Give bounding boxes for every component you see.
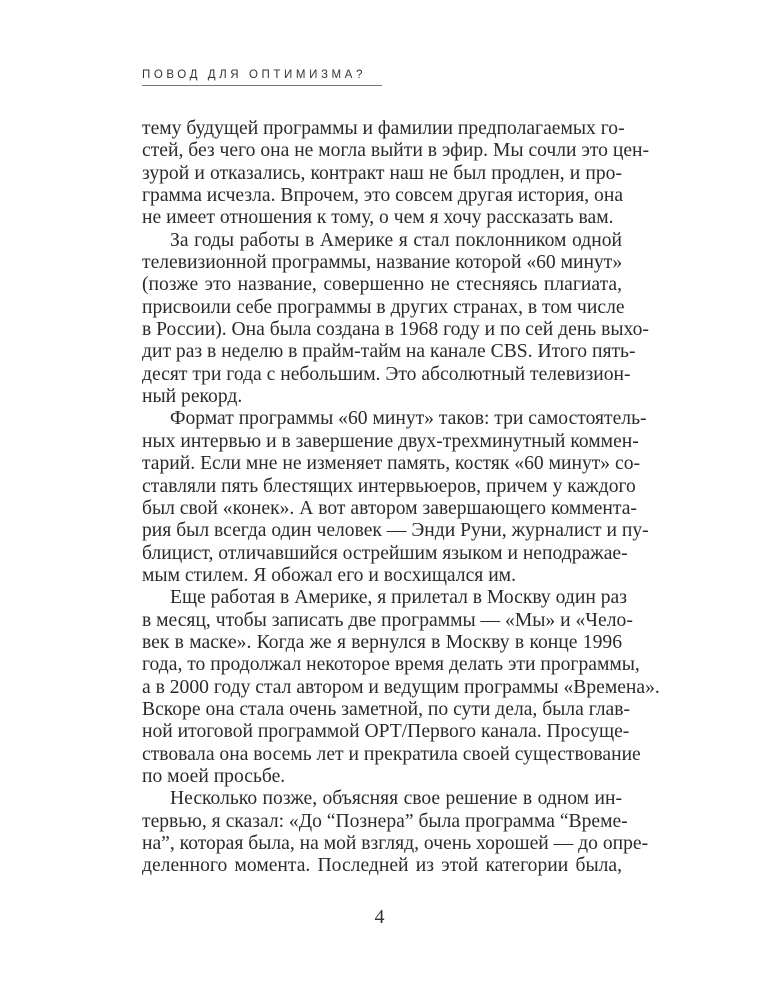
text-line: в месяц, чтобы записать две программы — «Мы» и «Чело- <box>142 609 633 631</box>
text-line: ствовала она восемь лет и прекратила своей существование <box>142 743 641 765</box>
text-line: тарий. Если мне не изменяет память, костяк «60 минут» со- <box>142 453 641 475</box>
paragraph <box>142 788 649 877</box>
text-line: зурой и отказались, контракт наш не был продлен, и про- <box>142 162 622 184</box>
text-line: ных интервью и в завершение двух-трехминутный коммен- <box>142 430 639 452</box>
text-line: За годы работы в Америке я стал поклонником одной <box>170 229 622 251</box>
text-line: в России). Она была создана в 1968 году и по сей день выхо- <box>142 319 649 341</box>
text-line: а в 2000 году стал автором и ведущим программы «Времена». <box>142 676 660 698</box>
paragraph <box>142 229 649 409</box>
text-line: тему будущей программы и фамилии предполагаемых го- <box>142 118 625 139</box>
text-line: присвоили себе программы в других странах, в том числе <box>142 296 625 318</box>
text-line: грамма исчезла. Впрочем, это совсем другая история, она <box>142 185 624 207</box>
text-line: не имеет отношения к тому, о чем я хочу рассказать вам. <box>142 207 614 229</box>
text-line: дит раз в неделю в прайм-тайм на канале CBS. Итого пять- <box>142 341 636 363</box>
text-line: года, то продолжал некоторое время делать эти программы, <box>142 654 640 676</box>
text-line: ный рекорд. <box>142 386 243 408</box>
text-line: тервью, я сказал: «До “Познера” была программа “Време- <box>142 810 628 832</box>
text-line: ставляли пять блестящих интервьюеров, причем у каждого <box>142 475 636 497</box>
text-line: Вскоре она стала очень заметной, по сути дела, была глав- <box>142 698 631 720</box>
text-line: блицист, отличавшийся острейшим языком и неподражае- <box>142 542 628 564</box>
text-line: на”, которая была, на мой взгляд, очень хорошей — до опре- <box>142 833 649 854</box>
text-line: Формат программы «60 минут» таков: три самостоятель- <box>170 408 647 430</box>
text-line: ной итоговой программой ОРТ/Первого канала. Просуще- <box>142 721 630 743</box>
running-head: ПОВОД ДЛЯ ОПТИМИЗМА? <box>142 69 382 86</box>
text-line: Еще работая в Америке, я прилетал в Москву один раз <box>170 587 627 609</box>
paragraph <box>142 118 650 230</box>
text-line: по моей просьбе. <box>142 765 286 787</box>
text-line: стей, без чего она не могла выйти в эфир. Мы сочли это цен- <box>142 140 650 162</box>
text-line: мым стилем. Я обожал его и восхищался им. <box>142 564 516 586</box>
text-line: рия был всегда один человек — Энди Руни, журналист и пу- <box>142 520 649 542</box>
body-text <box>142 118 660 878</box>
paragraph <box>142 587 660 788</box>
page-number: 4 <box>374 906 385 928</box>
text-line: Несколько позже, объясняя свое решение в одном ин- <box>170 788 622 810</box>
text-line: век в маске». Когда же я вернулся в Москву в конце 1996 <box>142 631 622 653</box>
text-line: был свой «конек». А вот автором завершающего коммента- <box>142 497 637 519</box>
text-line: десят три года с небольшим. Это абсолютный телевизион- <box>142 363 631 385</box>
text-line: деленного момента. Последней из этой категории была, <box>142 855 622 877</box>
text-line: (позже это название, совершенно не стесняясь плагиата, <box>142 274 622 296</box>
paragraph <box>142 408 649 587</box>
text-line: телевизионной программы, название которой «60 минут» <box>142 252 623 274</box>
